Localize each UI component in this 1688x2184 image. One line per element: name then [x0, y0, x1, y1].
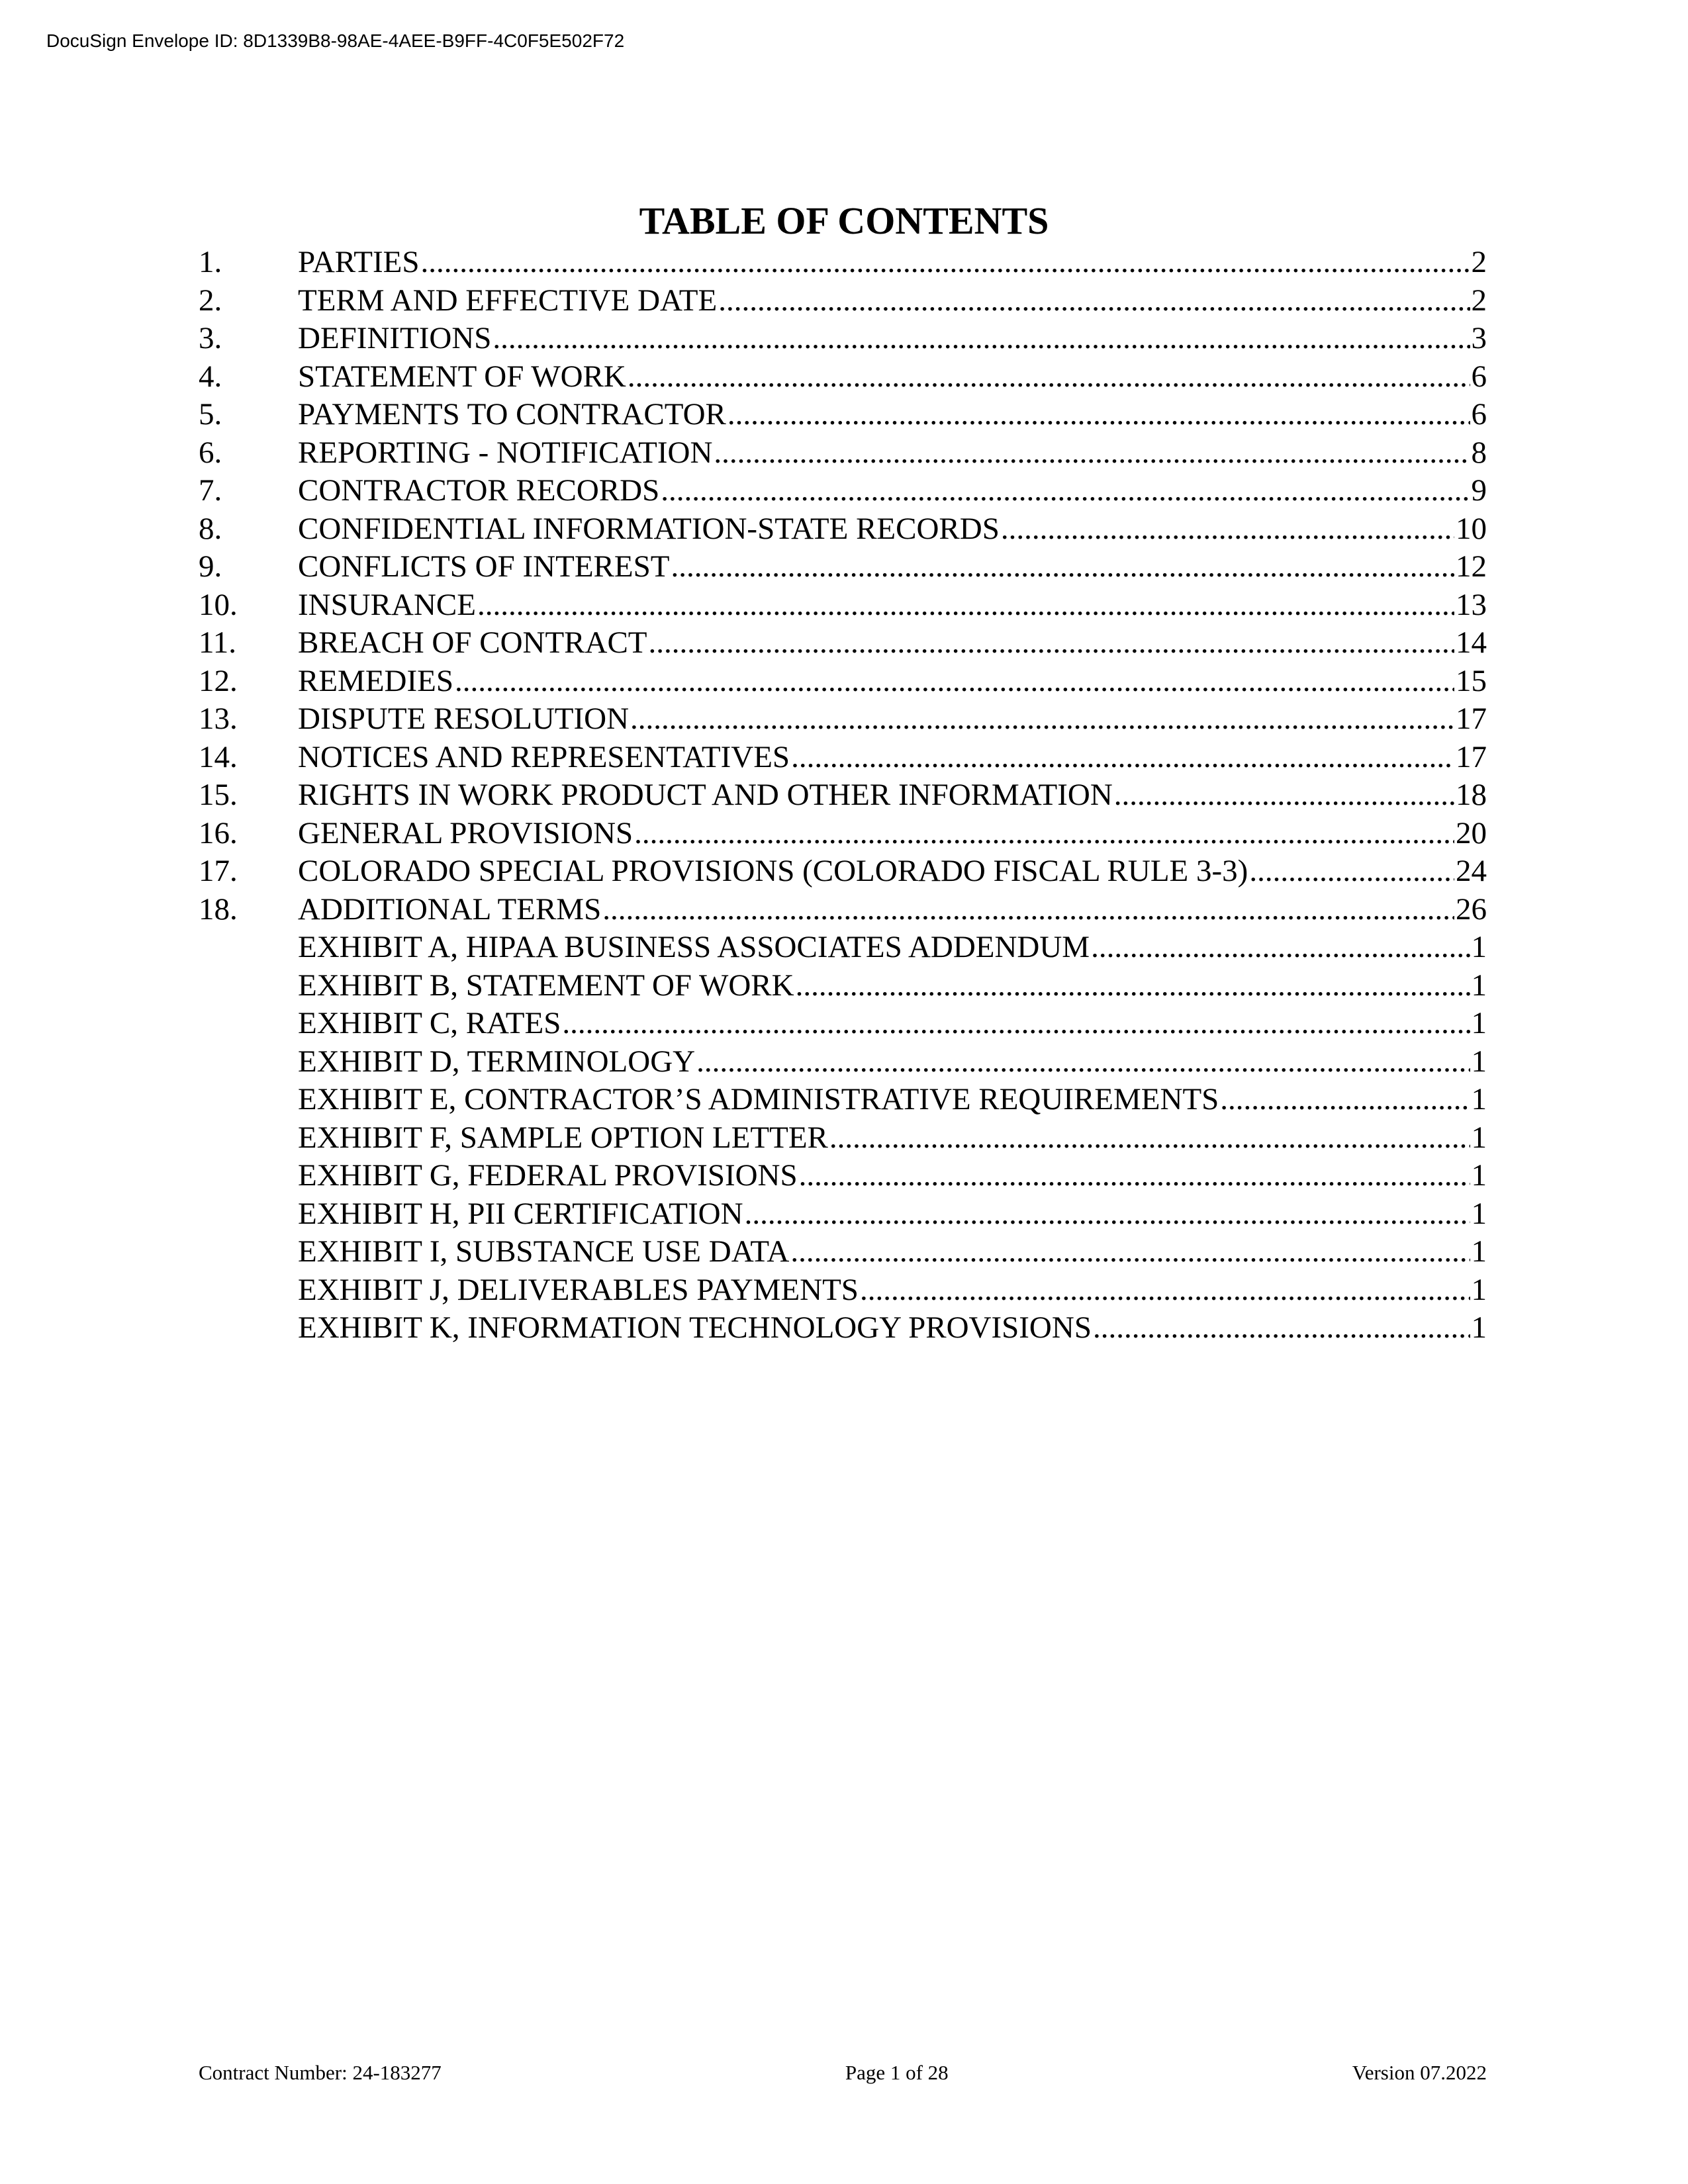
toc-entry[interactable]: [199, 358, 1487, 396]
toc-dot-leader: [1001, 510, 1454, 549]
toc-entry[interactable]: [199, 510, 1487, 549]
toc-entry[interactable]: [199, 852, 1487, 891]
toc-entry-title: ADDITIONAL TERMS: [298, 891, 602, 927]
toc-dot-leader: [602, 891, 1454, 929]
toc-entry-page: 1: [1471, 968, 1487, 1003]
toc-entry-number: 4.: [199, 359, 222, 394]
toc-entry-number: 16.: [199, 815, 238, 850]
toc-entry-title: EXHIBIT I, SUBSTANCE USE DATA: [298, 1234, 790, 1269]
toc-dot-leader: [1093, 1309, 1470, 1347]
toc-dot-leader: [727, 396, 1470, 434]
toc-entry[interactable]: [199, 739, 1487, 777]
toc-dot-leader: [796, 967, 1470, 1005]
toc-entry[interactable]: [199, 1081, 1487, 1119]
toc-entry[interactable]: [199, 662, 1487, 701]
page-footer: [199, 2060, 1487, 2086]
toc-dot-leader: [628, 358, 1470, 396]
toc-entry-page: 14: [1456, 625, 1487, 660]
toc-entry-page: 1: [1471, 1234, 1487, 1269]
toc-entry-number: 1.: [199, 245, 222, 279]
toc-entry[interactable]: [199, 891, 1487, 929]
toc-entry-page: 1: [1471, 1120, 1487, 1155]
toc-entry[interactable]: [199, 586, 1487, 625]
toc-entry-page: 1: [1471, 1310, 1487, 1345]
toc-entry[interactable]: [199, 967, 1487, 1005]
toc-entry-page: 8: [1471, 435, 1487, 470]
toc-entry-page: 1: [1471, 1158, 1487, 1193]
toc-entry-title: COLORADO SPECIAL PROVISIONS (COLORADO FISCAL RULE 3-3): [298, 854, 1248, 888]
toc-dot-leader: [1114, 776, 1454, 815]
toc-entry[interactable]: [199, 1005, 1487, 1043]
toc-entry-title: STATEMENT OF WORK: [298, 359, 626, 394]
toc-entry-page: 2: [1471, 283, 1487, 318]
toc-entry-page: 1: [1471, 1196, 1487, 1231]
toc-entry-number: 18.: [199, 891, 238, 927]
toc-dot-leader: [1091, 929, 1470, 967]
table-of-contents: [199, 244, 1487, 1347]
toc-entry-title: PARTIES: [298, 245, 420, 279]
toc-entry[interactable]: [199, 434, 1487, 473]
toc-entry-title: EXHIBIT G, FEDERAL PROVISIONS: [298, 1158, 798, 1193]
toc-entry-page: 9: [1471, 473, 1487, 508]
toc-entry[interactable]: [199, 815, 1487, 853]
toc-entry-number: 8.: [199, 511, 222, 546]
toc-entry[interactable]: [199, 282, 1487, 320]
toc-dot-leader: [1220, 1081, 1470, 1119]
contract-number: Contract Number: 24-183277: [199, 2061, 442, 2084]
toc-entry[interactable]: [199, 1195, 1487, 1234]
toc-entry-title: EXHIBIT A, HIPAA BUSINESS ASSOCIATES ADDENDUM: [298, 930, 1090, 964]
toc-entry[interactable]: [199, 929, 1487, 967]
toc-dot-leader: [649, 624, 1454, 662]
toc-dot-leader: [829, 1119, 1470, 1158]
toc-dot-leader: [492, 320, 1470, 358]
toc-entry[interactable]: [199, 244, 1487, 282]
toc-entry-title: BREACH OF CONTRACT: [298, 625, 647, 660]
toc-entry-title: CONFIDENTIAL INFORMATION-STATE RECORDS: [298, 511, 1000, 546]
toc-entry-title: DISPUTE RESOLUTION: [298, 702, 630, 736]
toc-entry-page: 17: [1456, 739, 1487, 774]
toc-entry-number: 11.: [199, 625, 237, 660]
toc-entry-number: 15.: [199, 778, 238, 812]
toc-entry-number: 5.: [199, 397, 222, 432]
toc-entry-number: 2.: [199, 283, 222, 318]
toc-entry[interactable]: [199, 396, 1487, 434]
toc-entry-title: EXHIBIT J, DELIVERABLES PAYMENTS: [298, 1272, 859, 1307]
toc-entry-page: 1: [1471, 1082, 1487, 1116]
toc-entry-title: EXHIBIT E, CONTRACTOR’S ADMINISTRATIVE REQUIREMENTS: [298, 1082, 1219, 1116]
toc-entry-page: 6: [1471, 397, 1487, 432]
toc-entry[interactable]: [199, 1043, 1487, 1081]
toc-entry-title: EXHIBIT B, STATEMENT OF WORK: [298, 968, 794, 1003]
toc-entry-number: 9.: [199, 549, 222, 584]
toc-entry-title: EXHIBIT F, SAMPLE OPTION LETTER: [298, 1120, 828, 1155]
toc-entry[interactable]: [199, 700, 1487, 739]
toc-entry-page: 13: [1456, 587, 1487, 622]
toc-entry-page: 1: [1471, 1044, 1487, 1079]
toc-entry-page: 18: [1456, 778, 1487, 812]
toc-entry-page: 26: [1456, 891, 1487, 927]
toc-entry-page: 6: [1471, 359, 1487, 394]
toc-entry-number: 6.: [199, 435, 222, 470]
toc-entry[interactable]: [199, 1157, 1487, 1195]
toc-entry[interactable]: [199, 320, 1487, 358]
toc-entry-number: 13.: [199, 702, 238, 736]
toc-entry-title: TERM AND EFFECTIVE DATE: [298, 283, 718, 318]
toc-entry-title: DEFINITIONS: [298, 321, 492, 355]
toc-dot-leader: [790, 1233, 1470, 1271]
toc-dot-leader: [455, 662, 1454, 701]
page-title: TABLE OF CONTENTS: [639, 199, 1049, 242]
toc-entry[interactable]: [199, 548, 1487, 586]
toc-entry-title: RIGHTS IN WORK PRODUCT AND OTHER INFORMATION: [298, 778, 1113, 812]
toc-dot-leader: [696, 1043, 1470, 1081]
toc-dot-leader: [791, 739, 1454, 777]
toc-dot-leader: [634, 815, 1454, 853]
toc-entry-page: 12: [1456, 549, 1487, 584]
toc-entry-title: REPORTING - NOTIFICATION: [298, 435, 713, 470]
toc-entry-title: PAYMENTS TO CONTRACTOR: [298, 397, 726, 432]
toc-entry-title: REMEDIES: [298, 663, 453, 698]
toc-entry-page: 3: [1471, 321, 1487, 355]
envelope-id: DocuSign Envelope ID: 8D1339B8-98AE-4AEE-B9FF-4C0F5E502F72: [46, 30, 625, 51]
toc-entry[interactable]: [199, 624, 1487, 662]
toc-dot-leader: [477, 586, 1454, 625]
toc-entry-number: 10.: [199, 587, 238, 622]
toc-dot-leader: [799, 1157, 1470, 1195]
toc-entry[interactable]: [199, 1271, 1487, 1310]
toc-entry-number: 12.: [199, 663, 238, 698]
toc-entry-title: EXHIBIT H, PII CERTIFICATION: [298, 1196, 743, 1231]
toc-dot-leader: [630, 700, 1454, 739]
toc-entry-title: INSURANCE: [298, 587, 476, 622]
page-number: Page 1 of 28: [845, 2061, 949, 2084]
toc-entry-number: 3.: [199, 321, 222, 355]
toc-dot-leader: [1249, 852, 1454, 891]
toc-entry-page: 1: [1471, 1272, 1487, 1307]
toc-entry[interactable]: [199, 776, 1487, 815]
toc-dot-leader: [562, 1005, 1470, 1043]
toc-entry-title: CONTRACTOR RECORDS: [298, 473, 660, 508]
toc-entry-page: 17: [1456, 702, 1487, 736]
toc-entry-title: EXHIBIT C, RATES: [298, 1006, 561, 1040]
toc-entry-title: CONFLICTS OF INTEREST: [298, 549, 670, 584]
toc-entry-page: 15: [1456, 663, 1487, 698]
toc-entry-number: 17.: [199, 854, 238, 888]
toc-entry[interactable]: [199, 1119, 1487, 1158]
toc-dot-leader: [421, 244, 1470, 282]
toc-entry[interactable]: [199, 1233, 1487, 1271]
toc-entry-page: 2: [1471, 245, 1487, 279]
toc-entry-title: EXHIBIT K, INFORMATION TECHNOLOGY PROVISIONS: [298, 1310, 1092, 1345]
toc-entry-number: 14.: [199, 739, 238, 774]
toc-entry-title: NOTICES AND REPRESENTATIVES: [298, 739, 790, 774]
toc-dot-leader: [714, 434, 1470, 473]
toc-entry-number: 7.: [199, 473, 222, 508]
toc-dot-leader: [671, 548, 1454, 586]
toc-entry-page: 24: [1456, 854, 1487, 888]
toc-dot-leader: [661, 472, 1470, 510]
toc-entry-title: EXHIBIT D, TERMINOLOGY: [298, 1044, 696, 1079]
toc-entry-page: 1: [1471, 1006, 1487, 1040]
toc-entry[interactable]: [199, 1309, 1487, 1347]
toc-entry-title: GENERAL PROVISIONS: [298, 815, 633, 850]
toc-dot-leader: [860, 1271, 1470, 1310]
version-label: Version 07.2022: [1352, 2061, 1487, 2084]
toc-dot-leader: [718, 282, 1470, 320]
toc-entry[interactable]: [199, 472, 1487, 510]
toc-dot-leader: [745, 1195, 1470, 1234]
toc-entry-page: 10: [1456, 511, 1487, 546]
toc-entry-page: 20: [1456, 815, 1487, 850]
toc-entry-page: 1: [1471, 930, 1487, 964]
